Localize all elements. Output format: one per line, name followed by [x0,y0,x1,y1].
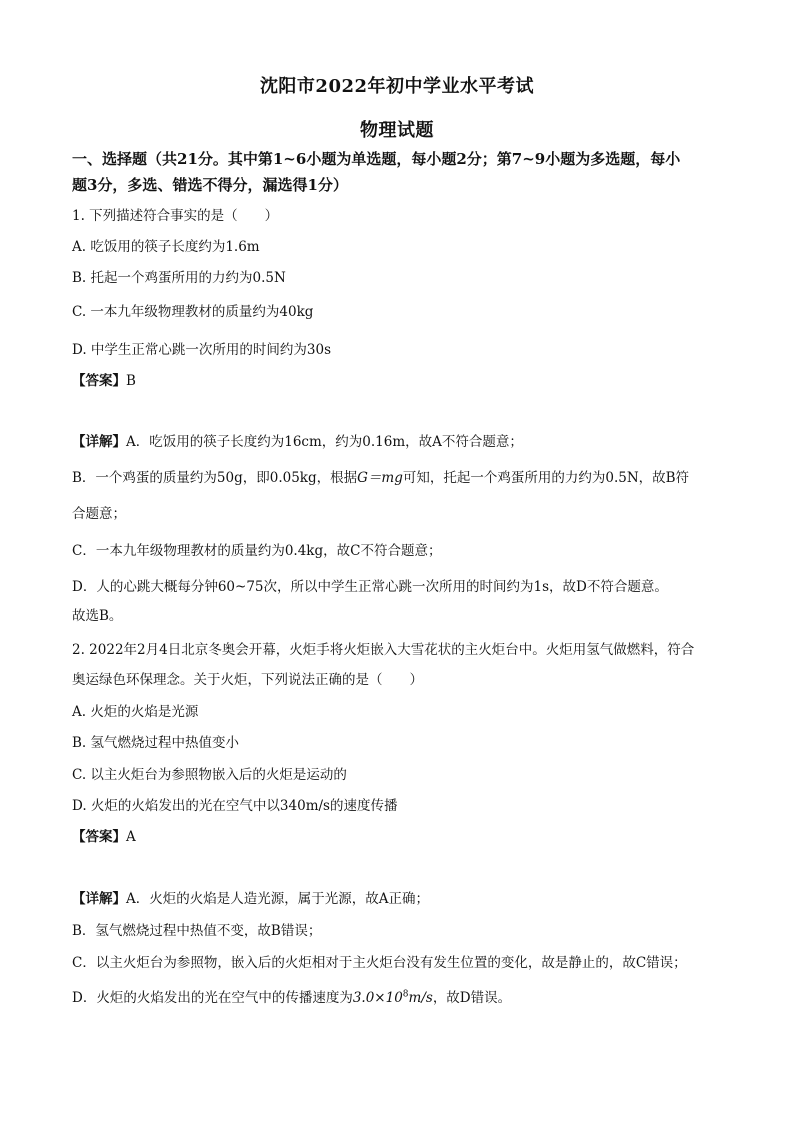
detail-text: A．火炬的火焰是人造光源，属于光源，故A正确； [126,891,429,907]
detail-text: ，故D错误。 [432,990,512,1006]
q1-stem: 1. 下列描述符合事实的是（ ） [72,208,279,224]
exam-title: 沈阳市2022年初中学业水平考试 [259,76,535,97]
section-heading-line2: 题3分，多选、错选不得分，漏选得1分） [72,176,348,194]
q2-option-b: B. 氢气燃烧过程中热值变小 [72,735,240,751]
q2-option-a: A. 火炬的火焰是光源 [72,704,199,720]
q2-answer [72,825,732,845]
q2-detail-d [72,986,732,1006]
detail-text: D．火炬的火焰发出的光在空气中的传播速度为 [72,990,353,1006]
q1-detail-b-cont: 合题意； [72,506,126,522]
q2-detail-a [72,887,732,907]
q1-detail-a [72,430,732,450]
detail-text: A．吃饭用的筷子长度约为16cm，约为0.16m，故A不符合题意； [126,434,523,450]
q2-stem-line1: 2. 2022年2月4日北京冬奥会开幕，火炬手将火炬嵌入大雪花状的主火炬台中。火炬用氢气做燃料，符合 [72,642,695,658]
q1-detail-d: D．人的心跳大概每分钟60~75次，所以中学生正常心跳一次所用的时间约为1s，故D不符合题意。 [72,579,668,595]
q1-detail-c: C．一本九年级物理教材的质量约为0.4kg，故C不符合题意； [72,543,442,559]
q1-detail-b [72,466,732,486]
section-heading-line1: 一、选择题（共21分。其中第1~6小题为单选题，每小题2分；第7~9小题为多选题，每小 [72,150,681,168]
q1-conclusion: 故选B。 [72,608,123,624]
detail-text: 可知，托起一个鸡蛋所用的力约为0.5N，故B符 [402,470,690,486]
q1-option-d: D. 中学生正常心跳一次所用的时间约为30s [72,342,332,358]
speed-value: 3.0×10 [352,990,403,1006]
q1-option-c: C. 一本九年级物理教材的质量约为40kg [72,304,314,320]
speed-unit: m/s [408,990,433,1006]
exam-subtitle: 物理试题 [360,120,434,141]
answer-tag: 【答案】 [72,373,126,389]
q2-option-d: D. 火炬的火焰发出的光在空气中以340m/s的速度传播 [72,798,398,814]
q1-option-b: B. 托起一个鸡蛋所用的力约为0.5N [72,270,286,286]
answer-value: B [126,373,136,389]
q1-answer [72,369,732,389]
q2-detail-c: C．以主火炬台为参照物，嵌入后的火炬相对于主火炬台没有发生位置的变化，故是静止的，故C错误； [72,955,687,971]
q2-stem-line2: 奥运绿色环保理念。关于火炬，下列说法正确的是（ ） [72,672,423,688]
detail-tag: 【详解】 [72,891,126,907]
detail-tag: 【详解】 [72,434,126,450]
detail-text: B．一个鸡蛋的质量约为50g，即0.05kg，根据 [72,470,358,486]
q1-option-a: A. 吃饭用的筷子长度约为1.6m [72,239,260,255]
q2-detail-b: B．氢气燃烧过程中热值不变，故B错误； [72,923,322,939]
answer-tag: 【答案】 [72,829,126,845]
exponent: 8 [402,989,409,1000]
formula: G＝mg [357,470,403,486]
q2-option-c: C. 以主火炬台为参照物嵌入后的火炬是运动的 [72,767,347,783]
answer-value: A [126,829,136,845]
